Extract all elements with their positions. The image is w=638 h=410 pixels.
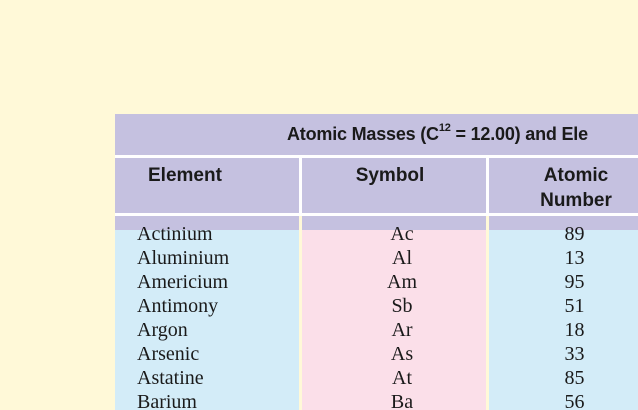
element-name: Astatine xyxy=(137,367,204,389)
title-superscript: 12 xyxy=(438,122,451,134)
element-symbol: Sb xyxy=(391,295,413,317)
element-symbol: Al xyxy=(392,247,412,269)
element-symbol: As xyxy=(390,343,414,365)
header-element xyxy=(115,158,299,230)
element-name: Actinium xyxy=(137,223,213,245)
header-atomic-line1: Atomic xyxy=(543,165,609,186)
element-name: Argon xyxy=(137,319,188,341)
table-row xyxy=(115,270,638,294)
header-symbol xyxy=(302,158,486,230)
atomic-number: 56 xyxy=(564,391,585,410)
element-symbol: At xyxy=(392,367,412,389)
atomic-number: 95 xyxy=(564,271,585,293)
table-row xyxy=(115,246,638,270)
table-title-bar xyxy=(115,114,638,155)
table-title xyxy=(287,124,588,145)
atomic-number: 89 xyxy=(564,223,585,245)
title-prefix: Atomic Masses (C xyxy=(287,124,439,144)
atomic-number: 85 xyxy=(564,367,585,389)
header-element-label: Element xyxy=(148,165,222,186)
element-name: Arsenic xyxy=(137,343,200,365)
table-row xyxy=(115,366,638,390)
element-symbol: Ba xyxy=(390,391,414,410)
title-suffix: = 12.00) and Ele xyxy=(450,124,588,144)
header-divider-2 xyxy=(486,158,489,216)
atomic-number: 13 xyxy=(564,247,585,269)
atomic-number: 51 xyxy=(564,295,585,317)
atomic-number: 33 xyxy=(564,343,585,365)
element-symbol: Am xyxy=(387,271,417,293)
table-row xyxy=(115,222,638,246)
table-row xyxy=(115,342,638,366)
header-bottom-separator xyxy=(115,213,638,216)
element-name: Antimony xyxy=(137,295,219,317)
table-body xyxy=(115,222,638,410)
element-name: Barium xyxy=(137,391,197,410)
atomic-masses-table xyxy=(115,114,638,410)
header-divider-1 xyxy=(299,158,302,216)
header-symbol-label: Symbol xyxy=(355,165,425,186)
element-symbol: Ac xyxy=(390,223,414,245)
table-row xyxy=(115,318,638,342)
header-atomic-number xyxy=(489,158,638,230)
element-symbol: Ar xyxy=(391,319,413,341)
element-name: Aluminium xyxy=(137,247,230,269)
header-atomic-line2: Number xyxy=(540,190,612,211)
header-atomic-number-label xyxy=(489,163,638,213)
title-separator xyxy=(115,155,638,158)
element-name: Americium xyxy=(137,271,229,293)
table-row xyxy=(115,390,638,410)
table-row xyxy=(115,294,638,318)
atomic-number: 18 xyxy=(564,319,585,341)
